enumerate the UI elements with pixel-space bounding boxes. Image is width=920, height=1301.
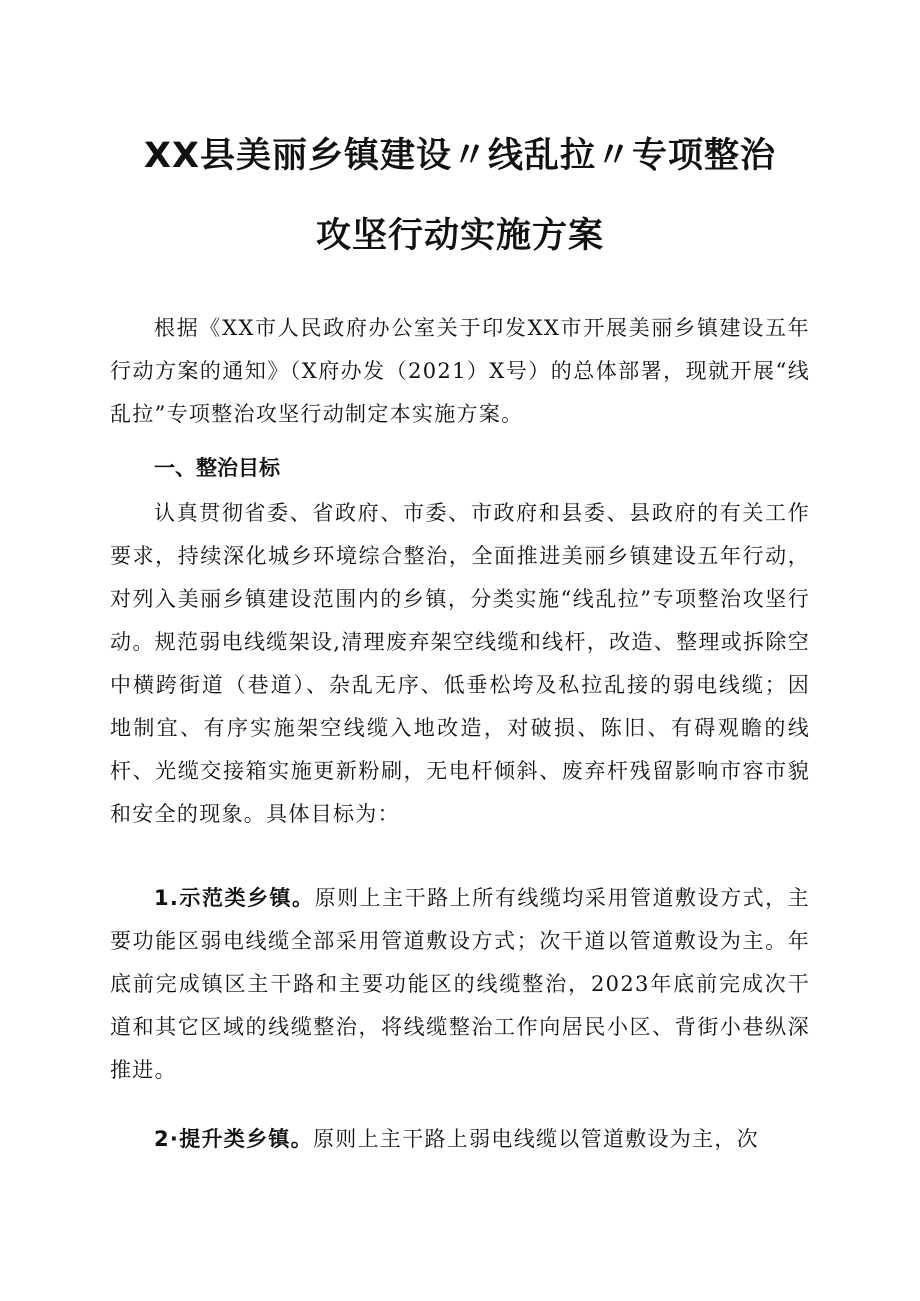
goals-paragraph: 认真贯彻省委、省政府、市委、市政府和县委、县政府的有关工作要求，持续深化城乡环境综合整治，全面推进美丽乡镇建设五年行动，对列入美丽乡镇建设范围内的乡镇，分类实施“线乱拉”专项整治攻坚行动。规范弱电线缆架设,清理废弃架空线缆和线杆，改造、整理或拆除空中横跨街道（巷道）、杂乱无序、低垂松垮及私拉乱接的弱电线缆；因地制宜、有序实施架空线缆入地改造，对破损、陈旧、有碍观瞻的线杆、光缆交接箱实施更新粉刷，无电杆倾斜、废弃杆残留影响市容市貌和安全的现象。具体目标为： (110, 501, 810, 826)
item-1-body: 原则上主干路上所有线缆均采用管道敷设方式，主要功能区弱电线缆全部采用管道敷设方式；次干道以管道敷设为主。年底前完成镇区主干路和主要功能区的线缆整治，2023年底前完成次干道和其它区域的线缆整治，将线缆整治工作向居民小区、背街小巷纵深推进。 (110, 886, 810, 1082)
document-title-line-1: XX县美丽乡镇建设〃线乱拉〃专项整治 (144, 136, 776, 176)
item-2-lead: 2·提升类乡镇。 (154, 1127, 313, 1151)
item-demonstration-towns (110, 877, 810, 1092)
item-2-body: 原则上主干路上弱电线缆以管道敷设为主，次 (313, 1127, 759, 1151)
section-heading-goals: 一、整治目标 (154, 456, 280, 480)
item-upgrade-towns (110, 1118, 810, 1161)
intro-paragraph: 根据《XX市人民政府办公室关于印发XX市开展美丽乡镇建设五年行动方案的通知》（X府办发（2021）X号）的总体部署，现就开展“线乱拉”专项整治攻坚行动制定本实施方案。 (110, 316, 810, 426)
document-title-line-2: 攻坚行动实施方案 (315, 216, 604, 256)
item-1-lead: 1.示范类乡镇。 (154, 886, 315, 910)
